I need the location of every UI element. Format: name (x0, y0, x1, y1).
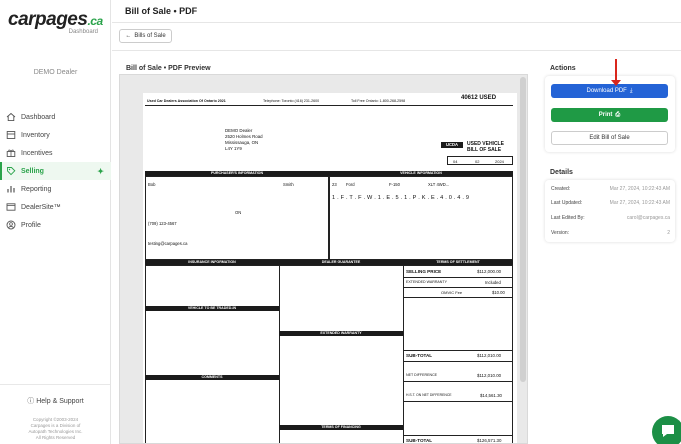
header-rule (145, 105, 513, 106)
hst-value: $14,561.30 (480, 393, 502, 398)
help-and-support-link[interactable] (0, 396, 111, 406)
subtotal-label: SUB-TOTAL (406, 353, 433, 358)
sparkle-icon: ✦ (97, 166, 104, 176)
purchaser-province: ON (235, 210, 242, 215)
profile-icon (6, 220, 16, 230)
sidebar (0, 0, 111, 444)
sidebar-item-dashboard[interactable] (0, 108, 111, 126)
chat-icon (659, 422, 677, 440)
sidebar-item-profile[interactable] (0, 216, 111, 234)
detail-row-created (551, 186, 670, 192)
sidebar-item-dealersite[interactable] (0, 198, 111, 216)
details-card (545, 180, 675, 242)
vehicle-model: F-150 (389, 182, 400, 187)
sidebar-item-incentives[interactable] (0, 144, 111, 162)
document-number: 40612 USED (461, 95, 497, 101)
omvic-fee-value: $10.00 (492, 290, 505, 295)
download-icon: ⤓ (629, 87, 633, 94)
logo-text: carpages (8, 9, 88, 30)
selling-icon (6, 166, 16, 176)
column-divider (279, 265, 280, 444)
printer-icon: ⎙ (615, 111, 621, 118)
edit-label: Edit Bill of Sale (589, 135, 630, 141)
terms-header: TERMS OF SETTLEMENT (403, 260, 513, 265)
sidebar-item-label: Reporting (21, 185, 52, 193)
extended-warranty-header: EXTENDED WARRANTY (279, 331, 403, 336)
detail-value: carol@carpages.ca (626, 215, 670, 221)
sidebar-item-inventory[interactable] (0, 126, 111, 144)
association-name: Used Car Dealers Association Of Ontario 2021 (147, 99, 226, 103)
subtotal-2-value: $126,571.30 (477, 438, 502, 443)
extended-warranty-label: EXTENDED WARRANTY (406, 280, 447, 284)
vehicle-make: Ford (346, 182, 355, 187)
home-icon (6, 112, 16, 122)
extended-warranty-value: Included (485, 280, 501, 285)
vehicle-year: 23 (332, 182, 337, 187)
date-year: 2024 (495, 159, 504, 164)
omvic-fee-label: OMVIC Fee (441, 290, 463, 295)
pdf-preview[interactable] (119, 74, 528, 444)
column-divider (403, 265, 404, 444)
copyright (0, 417, 111, 441)
hst-label: H.S.T. ON NET DIFFERENCE (406, 393, 452, 397)
bill-of-sale-document (143, 93, 517, 444)
detail-key: Version: (551, 230, 570, 236)
logo-subtitle: Dashboard (68, 29, 98, 35)
net-difference-value: $112,010.00 (477, 373, 502, 378)
actions-card (545, 76, 675, 152)
purchaser-header: PURCHASER'S INFORMATION (145, 171, 329, 176)
help-icon: ⓘ (27, 398, 35, 405)
chat-button[interactable] (652, 416, 681, 444)
arrow-left-icon: ← (125, 33, 132, 39)
terms-rule (403, 350, 513, 351)
selling-price-label: SELLING PRICE (406, 269, 442, 274)
copyright-line: Copyright ©2003-2024 (32, 417, 79, 422)
terms-rule (403, 381, 513, 382)
dealer-name-text: DEMO Dealer (225, 128, 253, 133)
purchaser-box (145, 176, 329, 260)
print-label: Print (598, 112, 613, 118)
sidebar-item-label: Inventory (21, 131, 50, 139)
terms-rule (403, 287, 513, 288)
actions-label: Actions (550, 65, 576, 72)
date-month: 04 (453, 159, 458, 164)
vehicle-box (329, 176, 513, 260)
vehicle-vin: 1 . F . T . F . W . 1 . E . 5 . 1 . P . K . E . 4 . 0 . 4 . 9 (332, 195, 470, 201)
association-telephone: Telephone: Toronto (416) 231-2600 (263, 99, 320, 103)
details-label: Details (550, 169, 573, 176)
copyright-line: Autopath Technologies Inc. (28, 429, 83, 434)
preview-label: Bill of Sale • PDF Preview (126, 65, 211, 72)
reporting-icon (6, 184, 16, 194)
subtotal-2-label: SUB-TOTAL (406, 438, 433, 443)
terms-rule (403, 401, 513, 402)
terms-rule (403, 297, 513, 298)
sidebar-item-label: Incentives (21, 149, 53, 157)
detail-key: Created: (551, 186, 571, 192)
detail-value: Mar 27, 2024, 10:22:43 AM (609, 186, 670, 192)
dealer-city: Mississauga, ON (225, 140, 259, 145)
dealer-address: 2520 Holmes Road (225, 134, 263, 139)
net-difference-label: NET DIFFERENCE (406, 373, 438, 377)
annotation-arrow-head (611, 80, 621, 86)
logo-tld: .ca (87, 14, 103, 28)
purchaser-first-name: Bob (148, 182, 156, 187)
detail-row-last-updated (551, 200, 670, 206)
association-toll-free: Toll Free Ontario: 1-800-268-2598 (351, 99, 406, 103)
header-divider (112, 50, 681, 51)
carpages-logo[interactable] (8, 10, 104, 40)
copyright-line: All Rights Reserved (35, 435, 76, 440)
date-day: 02 (475, 159, 480, 164)
copyright-line: Carpages is a Division of (30, 423, 81, 428)
detail-row-last-edited-by (551, 215, 670, 221)
detail-key: Last Updated: (551, 200, 583, 206)
preview-scrollbar[interactable] (520, 77, 526, 382)
purchaser-email: testing@carpages.ca (148, 241, 188, 246)
page-title: Bill of Sale • PDF (125, 6, 198, 16)
comments-header: COMMENTS (145, 375, 279, 380)
insurance-header: INSURANCE INFORMATION (145, 260, 279, 265)
edit-bill-of-sale-button[interactable] (551, 131, 668, 145)
title-line-2: BILL OF SALE (467, 147, 502, 153)
terms-rule (403, 277, 513, 278)
sidebar-item-reporting[interactable] (0, 180, 111, 198)
vehicle-trim: XLT 4WD... (428, 182, 450, 187)
detail-row-version (551, 230, 670, 236)
sidebar-item-label: DealerSite™ (21, 203, 61, 211)
help-label: Help & Support (36, 398, 84, 405)
purchaser-phone: (709) 123-4567 (148, 221, 177, 226)
title-line-1: USED VEHICLE (467, 141, 504, 147)
terms-rule (403, 361, 513, 362)
top-bar (112, 0, 681, 23)
sidebar-nav (0, 108, 111, 234)
dealer-postal: L4Y 1Y9 (225, 146, 242, 151)
incentives-icon (6, 148, 16, 158)
detail-key: Last Edited By: (551, 215, 585, 221)
detail-value: 2 (667, 230, 670, 236)
terms-rule (403, 435, 513, 436)
ucda-badge: UCDA (441, 142, 463, 148)
back-to-bills-of-sale-button[interactable] (119, 29, 172, 43)
subtotal-value: $112,010.00 (477, 353, 502, 358)
dealersite-icon (6, 202, 16, 212)
download-label: Download PDF (586, 88, 627, 94)
trade-in-header: VEHICLE TO BE TRADED-IN (145, 306, 279, 311)
sidebar-item-label: Selling (21, 167, 44, 175)
sidebar-item-label: Profile (21, 221, 41, 229)
dealer-name: DEMO Dealer (33, 69, 78, 76)
sidebar-item-selling[interactable] (0, 162, 111, 180)
purchaser-last-name: Smith (283, 182, 294, 187)
selling-price-value: $112,000.00 (477, 269, 502, 274)
back-button-label: Bills of Sale (134, 33, 166, 39)
vehicle-header: VEHICLE INFORMATION (329, 171, 513, 176)
inventory-icon (6, 130, 16, 140)
download-pdf-button[interactable] (551, 84, 668, 98)
dealer-guarantee-header: DEALER GUARANTEE (279, 260, 403, 265)
detail-value: Mar 27, 2024, 10:22:43 AM (609, 200, 670, 206)
sidebar-divider (0, 384, 110, 385)
sidebar-item-label: Dashboard (21, 113, 56, 121)
financing-header: TERMS OF FINANCING (279, 425, 403, 430)
print-button[interactable] (551, 108, 668, 122)
